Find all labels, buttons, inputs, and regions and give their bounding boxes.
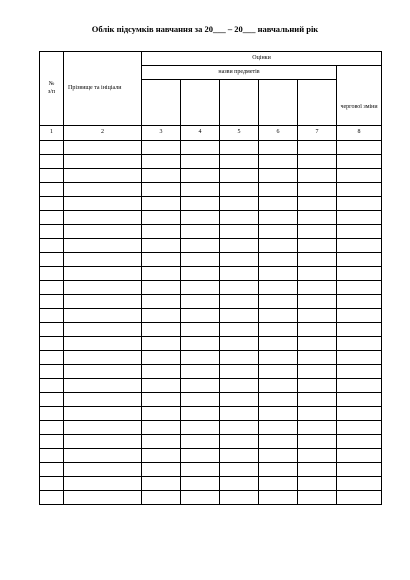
table-cell[interactable] xyxy=(181,323,220,337)
table-cell[interactable] xyxy=(298,211,337,225)
table-cell[interactable] xyxy=(40,211,64,225)
table-cell[interactable] xyxy=(40,379,64,393)
table-cell[interactable] xyxy=(181,239,220,253)
table-cell[interactable] xyxy=(298,421,337,435)
table-cell[interactable] xyxy=(298,169,337,183)
table-cell[interactable] xyxy=(142,183,181,197)
table-cell[interactable] xyxy=(259,323,298,337)
table-cell[interactable] xyxy=(298,155,337,169)
table-cell[interactable] xyxy=(298,239,337,253)
table-cell[interactable] xyxy=(40,141,64,155)
table-cell[interactable] xyxy=(64,169,142,183)
table-cell[interactable] xyxy=(64,197,142,211)
program-changes-header: чергової зміни xyxy=(337,66,382,126)
table-cell[interactable] xyxy=(259,337,298,351)
table-cell[interactable] xyxy=(181,155,220,169)
table-cell[interactable] xyxy=(337,239,382,253)
table-cell[interactable] xyxy=(181,309,220,323)
table-cell[interactable] xyxy=(337,421,382,435)
table-cell[interactable] xyxy=(337,211,382,225)
table-cell[interactable] xyxy=(181,449,220,463)
table-row xyxy=(40,463,382,477)
column-number: 2 xyxy=(64,126,142,141)
page-title: Облік підсумків навчання за 20___ – 20___ навчальний рік xyxy=(91,24,319,34)
table-cell[interactable] xyxy=(298,295,337,309)
table-cell[interactable] xyxy=(220,309,259,323)
table-cell[interactable] xyxy=(220,449,259,463)
table-cell[interactable] xyxy=(142,379,181,393)
table-cell[interactable] xyxy=(181,183,220,197)
table-cell[interactable] xyxy=(220,253,259,267)
table-cell[interactable] xyxy=(220,225,259,239)
number-header-symbol: № xyxy=(48,81,55,87)
table-cell[interactable] xyxy=(142,463,181,477)
table-cell[interactable] xyxy=(64,463,142,477)
table-cell[interactable] xyxy=(220,141,259,155)
table-cell[interactable] xyxy=(40,197,64,211)
table-cell[interactable] xyxy=(64,337,142,351)
table-cell[interactable] xyxy=(181,365,220,379)
table-row xyxy=(40,267,382,281)
table-cell[interactable] xyxy=(298,435,337,449)
table-cell[interactable] xyxy=(64,365,142,379)
table-cell[interactable] xyxy=(220,435,259,449)
table-cell[interactable] xyxy=(259,407,298,421)
table-cell[interactable] xyxy=(64,379,142,393)
table-cell[interactable] xyxy=(40,351,64,365)
table-cell[interactable] xyxy=(259,141,298,155)
table-cell[interactable] xyxy=(220,183,259,197)
table-cell[interactable] xyxy=(259,477,298,491)
table-cell[interactable] xyxy=(337,393,382,407)
table-row xyxy=(40,169,382,183)
table-row xyxy=(40,365,382,379)
table-cell[interactable] xyxy=(40,463,64,477)
table-cell[interactable] xyxy=(40,239,64,253)
table-cell[interactable] xyxy=(181,169,220,183)
table-cell[interactable] xyxy=(142,211,181,225)
table-row xyxy=(40,351,382,365)
table-cell[interactable] xyxy=(181,477,220,491)
table-cell[interactable] xyxy=(337,183,382,197)
table-cell[interactable] xyxy=(142,477,181,491)
table-row xyxy=(40,239,382,253)
table-row xyxy=(40,183,382,197)
table-cell[interactable] xyxy=(142,239,181,253)
table-cell[interactable] xyxy=(64,491,142,505)
table-cell[interactable] xyxy=(181,253,220,267)
table-cell[interactable] xyxy=(181,463,220,477)
table-row xyxy=(40,477,382,491)
header-row-top xyxy=(40,52,382,66)
table-cell[interactable] xyxy=(259,309,298,323)
table-cell[interactable] xyxy=(259,225,298,239)
table-row xyxy=(40,421,382,435)
table-cell[interactable] xyxy=(298,351,337,365)
table-cell[interactable] xyxy=(220,155,259,169)
table-cell[interactable] xyxy=(40,337,64,351)
subject-column-5 xyxy=(298,80,337,126)
subject-column-3 xyxy=(220,80,259,126)
table-cell[interactable] xyxy=(40,477,64,491)
table-cell[interactable] xyxy=(142,449,181,463)
table-cell[interactable] xyxy=(40,155,64,169)
table-cell[interactable] xyxy=(64,281,142,295)
table-cell[interactable] xyxy=(298,267,337,281)
table-row xyxy=(40,197,382,211)
subject-column-1 xyxy=(142,80,181,126)
table-cell[interactable] xyxy=(40,435,64,449)
table-row xyxy=(40,211,382,225)
table-cell[interactable] xyxy=(220,197,259,211)
table-cell[interactable] xyxy=(40,253,64,267)
table-cell[interactable] xyxy=(220,393,259,407)
table-cell[interactable] xyxy=(259,239,298,253)
table-cell[interactable] xyxy=(298,407,337,421)
table-cell[interactable] xyxy=(220,463,259,477)
table-cell[interactable] xyxy=(259,183,298,197)
table-cell[interactable] xyxy=(259,379,298,393)
table-cell[interactable] xyxy=(337,477,382,491)
table-cell[interactable] xyxy=(337,435,382,449)
table-cell[interactable] xyxy=(259,267,298,281)
table-row xyxy=(40,141,382,155)
table-cell[interactable] xyxy=(337,253,382,267)
table-cell[interactable] xyxy=(220,491,259,505)
column-number: 4 xyxy=(181,126,220,141)
table-cell[interactable] xyxy=(337,267,382,281)
table-cell[interactable] xyxy=(40,183,64,197)
table-cell[interactable] xyxy=(181,407,220,421)
table-cell[interactable] xyxy=(142,337,181,351)
table-cell[interactable] xyxy=(220,379,259,393)
table-cell[interactable] xyxy=(142,267,181,281)
table-cell[interactable] xyxy=(40,281,64,295)
table-cell[interactable] xyxy=(259,155,298,169)
table-cell[interactable] xyxy=(220,169,259,183)
table-cell[interactable] xyxy=(298,197,337,211)
table-cell[interactable] xyxy=(298,337,337,351)
table-cell[interactable] xyxy=(259,393,298,407)
column-number: 1 xyxy=(40,126,64,141)
table-cell[interactable] xyxy=(337,491,382,505)
table-row xyxy=(40,337,382,351)
table-cell[interactable] xyxy=(142,141,181,155)
table-cell[interactable] xyxy=(64,323,142,337)
table-cell[interactable] xyxy=(259,463,298,477)
column-number-row xyxy=(40,126,382,141)
table-cell[interactable] xyxy=(142,393,181,407)
table-cell[interactable] xyxy=(64,309,142,323)
table-cell[interactable] xyxy=(259,421,298,435)
table-cell[interactable] xyxy=(40,295,64,309)
grades-register-table xyxy=(39,51,382,505)
table-cell[interactable] xyxy=(40,309,64,323)
table-cell[interactable] xyxy=(64,155,142,169)
table-cell[interactable] xyxy=(64,295,142,309)
table-cell[interactable] xyxy=(40,407,64,421)
table-cell[interactable] xyxy=(337,155,382,169)
table-cell[interactable] xyxy=(64,477,142,491)
table-row xyxy=(40,407,382,421)
table-cell[interactable] xyxy=(64,449,142,463)
table-cell[interactable] xyxy=(181,435,220,449)
table-row xyxy=(40,281,382,295)
table-cell[interactable] xyxy=(181,379,220,393)
table-cell[interactable] xyxy=(259,169,298,183)
number-header xyxy=(40,52,64,126)
column-number: 6 xyxy=(259,126,298,141)
table-cell[interactable] xyxy=(220,323,259,337)
table-cell[interactable] xyxy=(337,225,382,239)
table-cell[interactable] xyxy=(181,225,220,239)
table-cell[interactable] xyxy=(40,169,64,183)
table-cell[interactable] xyxy=(181,197,220,211)
table-cell[interactable] xyxy=(64,351,142,365)
table-cell[interactable] xyxy=(40,393,64,407)
table-cell[interactable] xyxy=(259,295,298,309)
table-row xyxy=(40,253,382,267)
table-cell[interactable] xyxy=(259,197,298,211)
table-cell[interactable] xyxy=(142,435,181,449)
table-cell[interactable] xyxy=(181,141,220,155)
table-cell[interactable] xyxy=(259,351,298,365)
table-cell[interactable] xyxy=(220,365,259,379)
table-cell[interactable] xyxy=(181,421,220,435)
table-row xyxy=(40,225,382,239)
table-cell[interactable] xyxy=(142,421,181,435)
table-cell[interactable] xyxy=(40,449,64,463)
table-cell[interactable] xyxy=(142,295,181,309)
table-cell[interactable] xyxy=(298,491,337,505)
table-cell[interactable] xyxy=(298,323,337,337)
table-cell[interactable] xyxy=(298,309,337,323)
column-number: 5 xyxy=(220,126,259,141)
table-row xyxy=(40,309,382,323)
table-cell[interactable] xyxy=(181,351,220,365)
table-cell[interactable] xyxy=(64,421,142,435)
table-cell[interactable] xyxy=(337,449,382,463)
table-cell[interactable] xyxy=(337,337,382,351)
grades-header: Оцінки xyxy=(142,52,382,66)
table-cell[interactable] xyxy=(40,225,64,239)
table-cell[interactable] xyxy=(298,183,337,197)
table-cell[interactable] xyxy=(259,365,298,379)
table-cell[interactable] xyxy=(64,407,142,421)
table-cell[interactable] xyxy=(142,365,181,379)
table-cell[interactable] xyxy=(181,295,220,309)
table-cell[interactable] xyxy=(142,281,181,295)
table-row xyxy=(40,435,382,449)
table-cell[interactable] xyxy=(142,253,181,267)
table-cell[interactable] xyxy=(142,491,181,505)
table-cell[interactable] xyxy=(181,337,220,351)
subjects-header: назви предметів xyxy=(142,66,337,80)
table-cell[interactable] xyxy=(142,407,181,421)
table-cell[interactable] xyxy=(259,449,298,463)
table-cell[interactable] xyxy=(337,463,382,477)
column-number: 3 xyxy=(142,126,181,141)
table-cell[interactable] xyxy=(298,449,337,463)
table-cell[interactable] xyxy=(337,365,382,379)
table-cell[interactable] xyxy=(337,281,382,295)
table-cell[interactable] xyxy=(337,309,382,323)
table-cell[interactable] xyxy=(142,155,181,169)
table-cell[interactable] xyxy=(259,253,298,267)
table-cell[interactable] xyxy=(220,239,259,253)
table-cell[interactable] xyxy=(40,365,64,379)
subject-column-4 xyxy=(259,80,298,126)
table-cell[interactable] xyxy=(64,225,142,239)
table-cell[interactable] xyxy=(298,365,337,379)
table-cell[interactable] xyxy=(220,477,259,491)
table-cell[interactable] xyxy=(220,337,259,351)
table-cell[interactable] xyxy=(64,183,142,197)
table-cell[interactable] xyxy=(220,295,259,309)
table-cell[interactable] xyxy=(337,295,382,309)
table-cell[interactable] xyxy=(40,323,64,337)
table-cell[interactable] xyxy=(142,169,181,183)
table-cell[interactable] xyxy=(220,267,259,281)
table-cell[interactable] xyxy=(298,393,337,407)
subject-column-2 xyxy=(181,80,220,126)
table-cell[interactable] xyxy=(220,211,259,225)
table-cell[interactable] xyxy=(40,491,64,505)
table-cell[interactable] xyxy=(64,239,142,253)
table-cell[interactable] xyxy=(220,421,259,435)
table-cell[interactable] xyxy=(142,323,181,337)
table-cell[interactable] xyxy=(64,393,142,407)
table-row xyxy=(40,393,382,407)
table-cell[interactable] xyxy=(64,435,142,449)
table-cell[interactable] xyxy=(40,421,64,435)
table-cell[interactable] xyxy=(298,141,337,155)
table-cell[interactable] xyxy=(337,169,382,183)
table-cell[interactable] xyxy=(298,463,337,477)
table-cell[interactable] xyxy=(181,281,220,295)
table-cell[interactable] xyxy=(142,225,181,239)
student-name-header: Прізвище та ініціали xyxy=(64,52,142,126)
column-number: 7 xyxy=(298,126,337,141)
table-row xyxy=(40,449,382,463)
table-row xyxy=(40,155,382,169)
table-cell[interactable] xyxy=(181,211,220,225)
table-cell[interactable] xyxy=(64,141,142,155)
table-cell[interactable] xyxy=(220,407,259,421)
table-cell[interactable] xyxy=(298,477,337,491)
table-row xyxy=(40,491,382,505)
table-cell[interactable] xyxy=(337,351,382,365)
table-cell[interactable] xyxy=(337,379,382,393)
table-cell[interactable] xyxy=(298,379,337,393)
table-cell[interactable] xyxy=(337,407,382,421)
table-cell[interactable] xyxy=(298,225,337,239)
table-cell[interactable] xyxy=(142,309,181,323)
table-row xyxy=(40,323,382,337)
table-cell[interactable] xyxy=(181,267,220,281)
table-cell[interactable] xyxy=(298,281,337,295)
table-cell[interactable] xyxy=(259,281,298,295)
table-row xyxy=(40,295,382,309)
table-cell[interactable] xyxy=(259,435,298,449)
table-cell[interactable] xyxy=(181,491,220,505)
table-cell[interactable] xyxy=(337,197,382,211)
column-number: 8 xyxy=(337,126,382,141)
table-cell[interactable] xyxy=(142,351,181,365)
number-header-abbrev: з/п xyxy=(47,88,56,95)
table-cell[interactable] xyxy=(259,211,298,225)
table-cell[interactable] xyxy=(259,491,298,505)
table-cell[interactable] xyxy=(337,323,382,337)
table-cell[interactable] xyxy=(40,267,64,281)
table-cell[interactable] xyxy=(64,267,142,281)
table-cell[interactable] xyxy=(64,253,142,267)
table-cell[interactable] xyxy=(64,211,142,225)
table-cell[interactable] xyxy=(142,197,181,211)
table-cell[interactable] xyxy=(181,393,220,407)
table-cell[interactable] xyxy=(220,281,259,295)
table-cell[interactable] xyxy=(220,351,259,365)
table-cell[interactable] xyxy=(298,253,337,267)
table-row xyxy=(40,379,382,393)
table-cell[interactable] xyxy=(337,141,382,155)
